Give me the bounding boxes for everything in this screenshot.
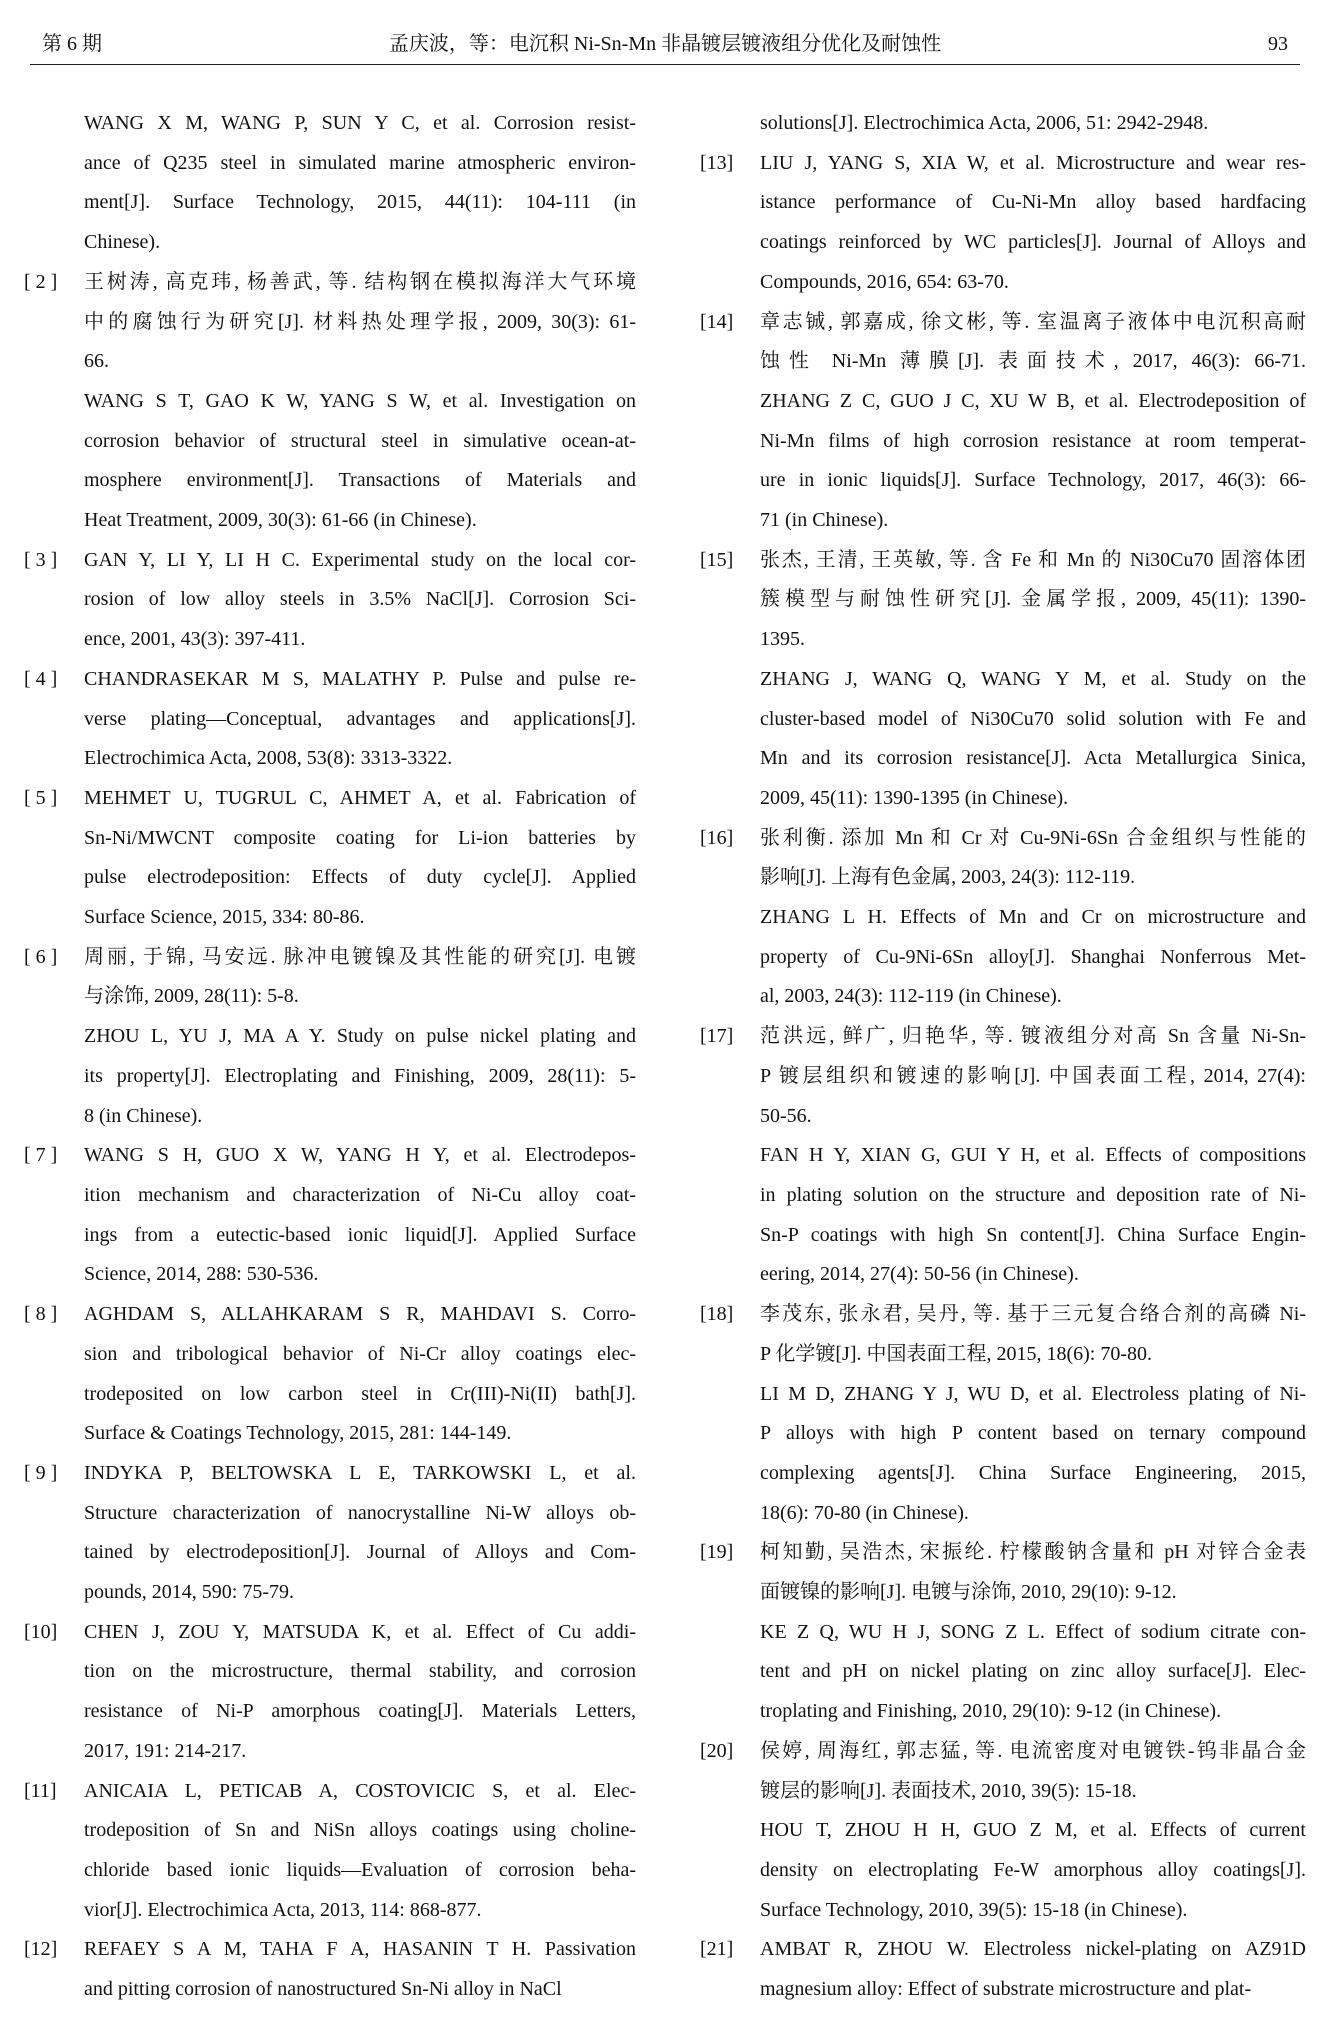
reference-line: mosphere environment[J]. Transactions of Materials and — [84, 469, 636, 492]
reference-line: ZHANG J, WANG Q, WANG Y M, et al. Study on the — [760, 667, 1306, 690]
reference-line: density on electroplating Fe-W amorphous alloy coatings[J]. — [760, 1858, 1306, 1881]
reference-entry — [24, 541, 636, 660]
reference-line: 中的腐蚀行为研究[J]. 材料热处理学报, 2009, 30(3): 61- — [84, 310, 636, 333]
reference-entry — [700, 303, 1306, 541]
running-header — [30, 24, 1300, 64]
reference-entry — [24, 1930, 636, 2009]
reference-line: tained by electrodeposition[J]. Journal of Alloys and Com- — [84, 1541, 636, 1564]
reference-line: WANG S T, GAO K W, YANG S W, et al. Investigation on — [84, 389, 636, 412]
reference-line: al, 2003, 24(3): 112-119 (in Chinese). — [760, 985, 1062, 1008]
reference-line: LIU J, YANG S, XIA W, et al. Microstructure and wear res- — [760, 151, 1306, 174]
reference-line: ence, 2001, 43(3): 397-411. — [84, 628, 306, 651]
reference-line: istance performance of Cu-Ni-Mn alloy based hardfacing — [760, 191, 1306, 214]
reference-number: [ 7 ] — [24, 1144, 58, 1167]
reference-line: pulse electrodeposition: Effects of duty cycle[J]. Applied — [84, 866, 636, 889]
running-title: 孟庆波，等：电沉积 Ni-Sn-Mn 非晶镀层镀液组分优化及耐蚀性 — [388, 33, 942, 55]
reference-line: 范洪远, 鲜广, 归艳华, 等. 镀液组分对高 Sn 含量 Ni-Sn- — [760, 1025, 1306, 1048]
reference-line: AMBAT R, ZHOU W. Electroless nickel-plating on AZ91D — [760, 1938, 1306, 1961]
reference-line: ZHOU L, YU J, MA A Y. Study on pulse nickel plating and — [84, 1025, 636, 1048]
right-column-references — [700, 104, 1306, 2010]
reference-number: [19] — [700, 1541, 734, 1564]
reference-line: pounds, 2014, 590: 75-79. — [84, 1581, 294, 1604]
reference-entry — [24, 104, 636, 263]
reference-line: solutions[J]. Electrochimica Acta, 2006, 51: 2942-2948. — [760, 112, 1209, 134]
reference-line: Chinese). — [84, 231, 161, 254]
reference-line: 柯知勤, 吴浩杰, 宋振纶. 柠檬酸钠含量和 pH 对锌合金表 — [760, 1541, 1306, 1564]
reference-line: eering, 2014, 27(4): 50-56 (in Chinese). — [760, 1263, 1079, 1286]
reference-line: trodeposited on low carbon steel in Cr(III)-Ni(II) bath[J]. — [84, 1382, 636, 1405]
reference-line: 1395. — [760, 628, 805, 651]
reference-line: 周丽, 于锦, 马安远. 脉冲电镀镍及其性能的研究[J]. 电镀 — [84, 945, 636, 968]
reference-line: 18(6): 70-80 (in Chinese). — [760, 1501, 969, 1524]
reference-number: [12] — [24, 1938, 58, 1961]
reference-line: ZHANG L H. Effects of Mn and Cr on microstructure and — [760, 906, 1306, 929]
reference-entry — [700, 541, 1306, 819]
reference-number: [ 8 ] — [24, 1303, 58, 1326]
reference-line: Heat Treatment, 2009, 30(3): 61-66 (in Chinese). — [84, 509, 477, 532]
reference-line: CHANDRASEKAR M S, MALATHY P. Pulse and pulse re- — [84, 667, 636, 690]
reference-line: coatings reinforced by WC particles[J]. Journal of Alloys and — [760, 231, 1306, 254]
reference-line: rosion of low alloy steels in 3.5% NaCl[J]. Corrosion Sci- — [84, 588, 636, 611]
reference-entry — [24, 1613, 636, 1772]
reference-line: 王树涛, 高克玮, 杨善武, 等. 结构钢在模拟海洋大气环境 — [84, 270, 636, 293]
reference-number: [17] — [700, 1025, 734, 1048]
reference-line: 2017, 191: 214-217. — [84, 1739, 247, 1762]
reference-line: 张利衡. 添加 Mn 和 Cr 对 Cu-9Ni-6Sn 合金组织与性能的 — [760, 826, 1306, 849]
reference-line: chloride based ionic liquids—Evaluation of corrosion beha- — [84, 1858, 636, 1881]
reference-line: ZHANG Z C, GUO J C, XU W B, et al. Electrodeposition of — [760, 389, 1306, 412]
reference-number: [15] — [700, 548, 734, 571]
reference-line: P alloys with high P content based on ternary compound — [760, 1422, 1306, 1445]
reference-number: [20] — [700, 1739, 734, 1762]
reference-line: ings from a eutectic-based ionic liquid[J]. Applied Surface — [84, 1223, 636, 1246]
reference-line: 2009, 45(11): 1390-1395 (in Chinese). — [760, 786, 1069, 809]
reference-line: and pitting corrosion of nanostructured Sn-Ni alloy in NaCl — [84, 1978, 562, 2001]
reference-line: Sn-P coatings with high Sn content[J]. China Surface Engin- — [760, 1223, 1306, 1246]
reference-number: [16] — [700, 826, 734, 849]
reference-line: in plating solution on the structure and deposition rate of Ni- — [760, 1183, 1306, 1206]
reference-entry — [700, 104, 1306, 144]
reference-line: 50-56. — [760, 1104, 812, 1127]
reference-line: INDYKA P, BELTOWSKA L E, TARKOWSKI L, et al. — [84, 1461, 636, 1484]
reference-line: 簇模型与耐蚀性研究[J]. 金属学报, 2009, 45(11): 1390- — [760, 588, 1306, 611]
reference-number: [ 3 ] — [24, 548, 58, 571]
reference-entry — [24, 1295, 636, 1454]
reference-line: 镀层的影响[J]. 表面技术, 2010, 39(5): 15-18. — [760, 1779, 1137, 1802]
reference-number: [ 6 ] — [24, 945, 58, 968]
reference-line: verse plating—Conceptual, advantages and applications[J]. — [84, 707, 636, 730]
left-column-references — [24, 104, 636, 2010]
reference-line: WANG S H, GUO X W, YANG H Y, et al. Electrodepos- — [84, 1144, 636, 1167]
reference-line: Electrochimica Acta, 2008, 53(8): 3313-3322. — [84, 747, 453, 770]
reference-line: Surface Science, 2015, 334: 80-86. — [84, 906, 365, 929]
reference-line: LI M D, ZHANG Y J, WU D, et al. Electroless plating of Ni- — [760, 1382, 1306, 1405]
reference-line: WANG X M, WANG P, SUN Y C, et al. Corrosion resist- — [84, 112, 636, 134]
reference-line: ition mechanism and characterization of Ni-Cu alloy coat- — [84, 1183, 636, 1206]
reference-line: vior[J]. Electrochimica Acta, 2013, 114: 868-877. — [84, 1898, 482, 1921]
reference-number: [11] — [24, 1779, 57, 1802]
reference-line: magnesium alloy: Effect of substrate microstructure and plat- — [760, 1978, 1252, 2001]
reference-line: 面镀镍的影响[J]. 电镀与涂饰, 2010, 29(10): 9-12. — [760, 1581, 1177, 1604]
reference-entry — [700, 144, 1306, 303]
reference-line: 66. — [84, 350, 109, 373]
reference-line: Compounds, 2016, 654: 63-70. — [760, 270, 1009, 293]
reference-line: sion and tribological behavior of Ni-Cr alloy coatings elec- — [84, 1342, 636, 1365]
reference-line: 侯婷, 周海红, 郭志猛, 等. 电流密度对电镀铁-钨非晶合金 — [760, 1739, 1306, 1762]
reference-entry — [24, 660, 636, 779]
reference-line: REFAEY S A M, TAHA F A, HASANIN T H. Passivation — [84, 1938, 636, 1961]
reference-number: [ 5 ] — [24, 786, 58, 809]
reference-line: tion on the microstructure, thermal stability, and corrosion — [84, 1660, 636, 1683]
reference-number: [21] — [700, 1938, 734, 1961]
reference-line: 与涂饰, 2009, 28(11): 5-8. — [84, 985, 299, 1008]
reference-entry — [24, 779, 636, 938]
reference-line: MEHMET U, TUGRUL C, AHMET A, et al. Fabrication of — [84, 786, 636, 809]
reference-entry — [24, 1772, 636, 1931]
reference-line: tent and pH on nickel plating on zinc alloy surface[J]. Elec- — [760, 1660, 1306, 1683]
reference-entry — [700, 1295, 1306, 1533]
reference-line: resistance of Ni-P amorphous coating[J]. Materials Letters, — [84, 1700, 636, 1723]
reference-line: cluster-based model of Ni30Cu70 solid solution with Fe and — [760, 707, 1306, 730]
reference-line: HOU T, ZHOU H H, GUO Z M, et al. Effects of current — [760, 1819, 1306, 1842]
reference-line: 李茂东, 张永君, 吴丹, 等. 基于三元复合络合剂的高磷 Ni- — [760, 1303, 1306, 1326]
reference-line: Mn and its corrosion resistance[J]. Acta Metallurgica Sinica, — [760, 747, 1306, 770]
reference-line: CHEN J, ZOU Y, MATSUDA K, et al. Effect of Cu addi- — [84, 1620, 636, 1643]
reference-line: 蚀性 Ni-Mn 薄膜[J]. 表面技术, 2017, 46(3): 66-71. — [760, 350, 1306, 373]
reference-entry — [700, 1017, 1306, 1295]
reference-line: troplating and Finishing, 2010, 29(10): 9-12 (in Chinese). — [760, 1700, 1222, 1723]
reference-number: [ 9 ] — [24, 1461, 58, 1484]
reference-entry — [700, 1930, 1306, 2009]
reference-number: [18] — [700, 1303, 734, 1326]
reference-line: AGHDAM S, ALLAHKARAM S R, MAHDAVI S. Corro- — [84, 1303, 636, 1326]
reference-line: Surface & Coatings Technology, 2015, 281: 144-149. — [84, 1422, 512, 1445]
reference-line: 张杰, 王清, 王英敏, 等. 含 Fe 和 Mn 的 Ni30Cu70 固溶体团 — [760, 548, 1306, 571]
reference-line: Ni-Mn films of high corrosion resistance at room temperat- — [760, 429, 1306, 452]
reference-line: P 镀层组织和镀速的影响[J]. 中国表面工程, 2014, 27(4): — [760, 1064, 1306, 1087]
reference-line: Sn-Ni/MWCNT composite coating for Li-ion batteries by — [84, 826, 636, 849]
reference-number: [ 4 ] — [24, 667, 58, 690]
reference-entry — [700, 1533, 1306, 1732]
reference-line: 章志铖, 郭嘉成, 徐文彬, 等. 室温离子液体中电沉积高耐 — [760, 310, 1306, 333]
header-rule — [30, 64, 1300, 65]
reference-line: Structure characterization of nanocrystalline Ni-W alloys ob- — [84, 1501, 636, 1524]
reference-line: its property[J]. Electroplating and Finishing, 2009, 28(11): 5- — [84, 1064, 636, 1087]
reference-entry — [24, 938, 636, 1137]
reference-line: property of Cu-9Ni-6Sn alloy[J]. Shanghai Nonferrous Met- — [760, 945, 1306, 968]
reference-line: ure in ionic liquids[J]. Surface Technology, 2017, 46(3): 66- — [760, 469, 1306, 492]
reference-line: KE Z Q, WU H J, SONG Z L. Effect of sodium citrate con- — [760, 1620, 1306, 1643]
reference-number: [ 2 ] — [24, 270, 58, 293]
reference-line: corrosion behavior of structural steel in simulative ocean-at- — [84, 429, 636, 452]
reference-entry — [24, 1454, 636, 1613]
reference-line: Surface Technology, 2010, 39(5): 15-18 (in Chinese). — [760, 1898, 1188, 1921]
reference-line: complexing agents[J]. China Surface Engineering, 2015, — [760, 1461, 1306, 1484]
reference-line: ance of Q235 steel in simulated marine atmospheric environ- — [84, 151, 636, 174]
reference-line: 影响[J]. 上海有色金属, 2003, 24(3): 112-119. — [760, 866, 1136, 889]
reference-line: trodeposition of Sn and NiSn alloys coatings using choline- — [84, 1819, 636, 1842]
reference-line: ANICAIA L, PETICAB A, COSTOVICIC S, et al. Elec- — [84, 1779, 636, 1802]
reference-entry — [24, 1136, 636, 1295]
reference-entry — [24, 263, 636, 541]
reference-entry — [700, 1732, 1306, 1931]
reference-line: 71 (in Chinese). — [760, 509, 889, 532]
reference-line: FAN H Y, XIAN G, GUI Y H, et al. Effects of compositions — [760, 1144, 1306, 1167]
reference-line: P 化学镀[J]. 中国表面工程, 2015, 18(6): 70-80. — [760, 1342, 1153, 1365]
reference-line: GAN Y, LI Y, LI H C. Experimental study on the local cor- — [84, 548, 636, 571]
reference-line: ment[J]. Surface Technology, 2015, 44(11): 104-111 (in — [84, 191, 636, 214]
reference-number: [13] — [700, 151, 734, 174]
reference-line: Science, 2014, 288: 530-536. — [84, 1263, 319, 1286]
issue-number: 第 6 期 — [42, 33, 102, 55]
reference-number: [14] — [700, 310, 734, 333]
reference-number: [10] — [24, 1620, 58, 1643]
reference-entry — [700, 819, 1306, 1018]
page-number: 93 — [1268, 33, 1288, 55]
reference-line: 8 (in Chinese). — [84, 1104, 203, 1127]
